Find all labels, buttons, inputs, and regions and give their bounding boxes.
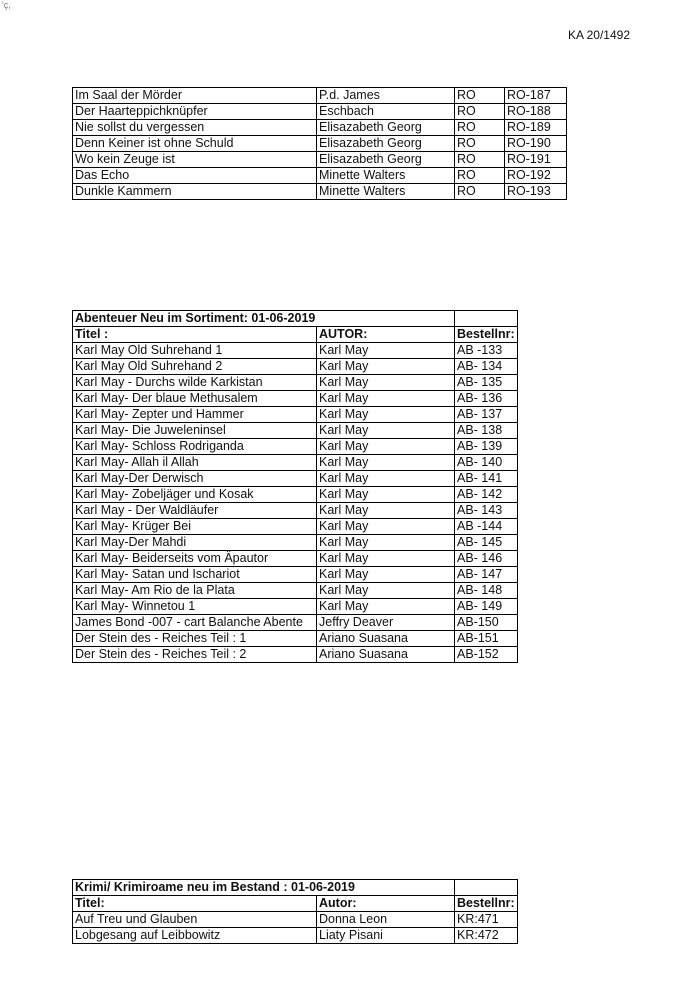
order-number-cell: AB- 137 (455, 407, 518, 423)
author-cell: P.d. James (317, 88, 455, 104)
order-number-cell: AB- 139 (455, 439, 518, 455)
order-number-cell: RO-188 (505, 104, 567, 120)
table-row (73, 359, 518, 375)
order-number-cell: KR:472 (455, 928, 518, 944)
table-row (73, 535, 518, 551)
author-cell: Karl May (317, 455, 455, 471)
title-cell: Der Stein des - Reiches Teil : 1 (73, 631, 317, 647)
order-number-cell: AB -144 (455, 519, 518, 535)
order-number-cell: RO-193 (505, 184, 567, 200)
order-number-cell: AB- 140 (455, 455, 518, 471)
krimi-table (72, 879, 518, 944)
abenteuer-title: Abenteuer Neu im Sortiment: 01-06-2019 (73, 311, 455, 327)
order-number-cell: AB- 135 (455, 375, 518, 391)
title-cell: Karl May- Allah il Allah (73, 455, 317, 471)
author-cell: Karl May (317, 423, 455, 439)
genre-cell: RO (455, 168, 505, 184)
author-cell: Minette Walters (317, 184, 455, 200)
title-cell: Auf Treu und Glauben (73, 912, 317, 928)
table-row (73, 120, 567, 136)
order-number-cell: AB- 138 (455, 423, 518, 439)
author-cell: Karl May (317, 439, 455, 455)
author-cell: Ariano Suasana (317, 647, 455, 663)
table-row (73, 439, 518, 455)
author-cell: Karl May (317, 487, 455, 503)
table-row (73, 343, 518, 359)
order-number-cell: RO-191 (505, 152, 567, 168)
table-row (73, 152, 567, 168)
author-cell: Karl May (317, 407, 455, 423)
order-number-cell: AB- 141 (455, 471, 518, 487)
table-row (73, 136, 567, 152)
scan-mark: 'ç, (2, 0, 11, 10)
table-row (73, 599, 518, 615)
order-number-cell: AB- 146 (455, 551, 518, 567)
header-titel: Titel : (73, 327, 317, 343)
table-row (73, 487, 518, 503)
title-cell: Karl May- Winnetou 1 (73, 599, 317, 615)
order-number-cell: AB- 143 (455, 503, 518, 519)
table-row (73, 104, 567, 120)
genre-cell: RO (455, 88, 505, 104)
title-cell: Karl May- Zobeljäger und Kosak (73, 487, 317, 503)
author-cell: Liaty Pisani (317, 928, 455, 944)
order-number-cell: AB- 136 (455, 391, 518, 407)
empty-cell (455, 311, 518, 327)
author-cell: Elisazabeth Georg (317, 136, 455, 152)
table-row (73, 423, 518, 439)
table-row (73, 912, 518, 928)
romane-table (72, 87, 567, 200)
order-number-cell: AB- 145 (455, 535, 518, 551)
table-row (73, 391, 518, 407)
author-cell: Karl May (317, 375, 455, 391)
author-cell: Minette Walters (317, 168, 455, 184)
title-cell: Karl May-Der Mahdi (73, 535, 317, 551)
order-number-cell: AB- 142 (455, 487, 518, 503)
genre-cell: RO (455, 152, 505, 168)
title-cell: Der Stein des - Reiches Teil : 2 (73, 647, 317, 663)
table-row (73, 647, 518, 663)
genre-cell: RO (455, 104, 505, 120)
table-row (73, 88, 567, 104)
author-cell: Karl May (317, 535, 455, 551)
author-cell: Karl May (317, 359, 455, 375)
title-cell: Karl May- Schloss Rodriganda (73, 439, 317, 455)
header-titel: Titel: (73, 896, 317, 912)
order-number-cell: KR:471 (455, 912, 518, 928)
abenteuer-table (72, 310, 518, 663)
order-number-cell: AB -133 (455, 343, 518, 359)
table-row (73, 184, 567, 200)
order-number-cell: RO-189 (505, 120, 567, 136)
table-row (73, 631, 518, 647)
order-number-cell: AB- 134 (455, 359, 518, 375)
table-row (73, 567, 518, 583)
title-cell: Karl May- Zepter und Hammer (73, 407, 317, 423)
header-autor: Autor: (317, 896, 455, 912)
title-cell: Karl May - Der Waldläufer (73, 503, 317, 519)
table-row (73, 407, 518, 423)
title-cell: Das Echo (73, 168, 317, 184)
title-cell: Lobgesang auf Leibbowitz (73, 928, 317, 944)
title-cell: Im Saal der Mörder (73, 88, 317, 104)
empty-cell (455, 880, 518, 896)
author-cell: Eschbach (317, 104, 455, 120)
genre-cell: RO (455, 120, 505, 136)
author-cell: Donna Leon (317, 912, 455, 928)
title-cell: Nie sollst du vergessen (73, 120, 317, 136)
document-reference: KA 20/1492 (567, 28, 630, 42)
table-row (73, 551, 518, 567)
header-bestellnr: Bestellnr: (455, 327, 518, 343)
title-cell: Karl May - Durchs wilde Karkistan (73, 375, 317, 391)
title-cell: Karl May-Der Derwisch (73, 471, 317, 487)
table-row (73, 455, 518, 471)
author-cell: Karl May (317, 551, 455, 567)
title-cell: Wo kein Zeuge ist (73, 152, 317, 168)
order-number-cell: RO-187 (505, 88, 567, 104)
table-row (73, 615, 518, 631)
author-cell: Karl May (317, 599, 455, 615)
title-cell: Karl May- Krüger Bei (73, 519, 317, 535)
title-cell: Karl May- Beiderseits vom Äpautor (73, 551, 317, 567)
table-row (73, 375, 518, 391)
author-cell: Karl May (317, 471, 455, 487)
genre-cell: RO (455, 184, 505, 200)
author-cell: Elisazabeth Georg (317, 120, 455, 136)
author-cell: Ariano Suasana (317, 631, 455, 647)
title-cell: Dunkle Kammern (73, 184, 317, 200)
table-row (73, 503, 518, 519)
order-number-cell: RO-190 (505, 136, 567, 152)
author-cell: Karl May (317, 519, 455, 535)
order-number-cell: AB-152 (455, 647, 518, 663)
title-cell: Der Haarteppichknüpfer (73, 104, 317, 120)
author-cell: Karl May (317, 567, 455, 583)
table-row (73, 471, 518, 487)
order-number-cell: AB- 147 (455, 567, 518, 583)
table-row (73, 583, 518, 599)
author-cell: Elisazabeth Georg (317, 152, 455, 168)
title-cell: Karl May Old Suhrehand 1 (73, 343, 317, 359)
table-row (73, 168, 567, 184)
table-row (73, 519, 518, 535)
title-cell: Karl May- Der blaue Methusalem (73, 391, 317, 407)
order-number-cell: AB- 149 (455, 599, 518, 615)
header-autor: AUTOR: (317, 327, 455, 343)
title-cell: Karl May- Die Juweleninsel (73, 423, 317, 439)
author-cell: Karl May (317, 343, 455, 359)
order-number-cell: AB-150 (455, 615, 518, 631)
krimi-title: Krimi/ Krimiroame neu im Bestand : 01-06-2019 (73, 880, 455, 896)
order-number-cell: RO-192 (505, 168, 567, 184)
title-cell: Karl May- Am Rio de la Plata (73, 583, 317, 599)
author-cell: Karl May (317, 391, 455, 407)
title-cell: James Bond -007 - cart Balanche Abente (73, 615, 317, 631)
author-cell: Karl May (317, 583, 455, 599)
table-row (73, 928, 518, 944)
title-cell: Karl May Old Suhrehand 2 (73, 359, 317, 375)
author-cell: Jeffry Deaver (317, 615, 455, 631)
genre-cell: RO (455, 136, 505, 152)
order-number-cell: AB- 148 (455, 583, 518, 599)
title-cell: Karl May- Satan und Ischariot (73, 567, 317, 583)
author-cell: Karl May (317, 503, 455, 519)
title-cell: Denn Keiner ist ohne Schuld (73, 136, 317, 152)
order-number-cell: AB-151 (455, 631, 518, 647)
header-bestellnr: Bestellnr: (455, 896, 518, 912)
